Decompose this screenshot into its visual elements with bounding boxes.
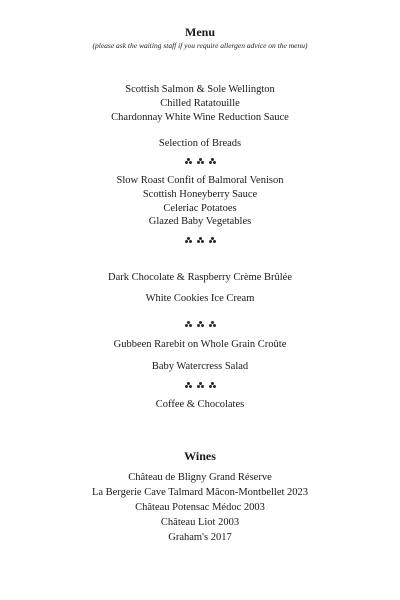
- three-dots-trefoil-icon: [209, 382, 216, 389]
- separator: [0, 382, 400, 392]
- three-dots-trefoil-icon: [185, 321, 192, 328]
- dessert-item: White Cookies Ice Cream: [145, 293, 255, 304]
- three-dots-trefoil-icon: [197, 382, 204, 389]
- starter-item: Scottish Salmon & Sole Wellington: [125, 84, 275, 95]
- three-dots-trefoil-icon: [185, 158, 192, 165]
- separator: [0, 321, 400, 331]
- main-course-item: Celeriac Potatoes: [163, 203, 237, 214]
- wine-item: Château de Bligny Grand Réserve: [128, 472, 272, 483]
- three-dots-trefoil-icon: [197, 237, 204, 244]
- separator: [0, 237, 400, 247]
- breads-item: Selection of Breads: [158, 138, 242, 149]
- three-dots-trefoil-icon: [197, 321, 204, 328]
- three-dots-trefoil-icon: [185, 237, 192, 244]
- wine-item: Château Liot 2003: [160, 517, 240, 528]
- starter-item: Chardonnay White Wine Reduction Sauce: [111, 112, 289, 123]
- wines-heading: Wines: [184, 449, 216, 463]
- main-course-item: Scottish Honeyberry Sauce: [142, 189, 258, 200]
- three-dots-trefoil-icon: [209, 237, 216, 244]
- dessert-item: Dark Chocolate & Raspberry Crème Brûlée: [108, 272, 292, 283]
- wine-item: Graham's 2017: [168, 532, 232, 543]
- savoury-item: Baby Watercress Salad: [151, 361, 249, 372]
- separator: [0, 158, 400, 168]
- three-dots-trefoil-icon: [209, 321, 216, 328]
- wine-item: La Bergerie Cave Talmard Mâcon-Montbellet 2023: [91, 487, 309, 498]
- coffee-item: Coffee & Chocolates: [155, 399, 245, 410]
- three-dots-trefoil-icon: [209, 158, 216, 165]
- wine-item: Château Potensac Médoc 2003: [135, 502, 265, 513]
- menu-heading: Menu: [185, 25, 215, 39]
- starter-item: Chilled Ratatouille: [160, 98, 240, 109]
- main-course-item: Slow Roast Confit of Balmoral Venison: [116, 175, 284, 186]
- three-dots-trefoil-icon: [197, 158, 204, 165]
- allergen-note: (please ask the waiting staff if you require allergen advice on the menu): [92, 41, 308, 50]
- main-course-item: Glazed Baby Vegetables: [148, 216, 252, 227]
- three-dots-trefoil-icon: [185, 382, 192, 389]
- savoury-item: Gubbeen Rarebit on Whole Grain Croûte: [113, 339, 287, 350]
